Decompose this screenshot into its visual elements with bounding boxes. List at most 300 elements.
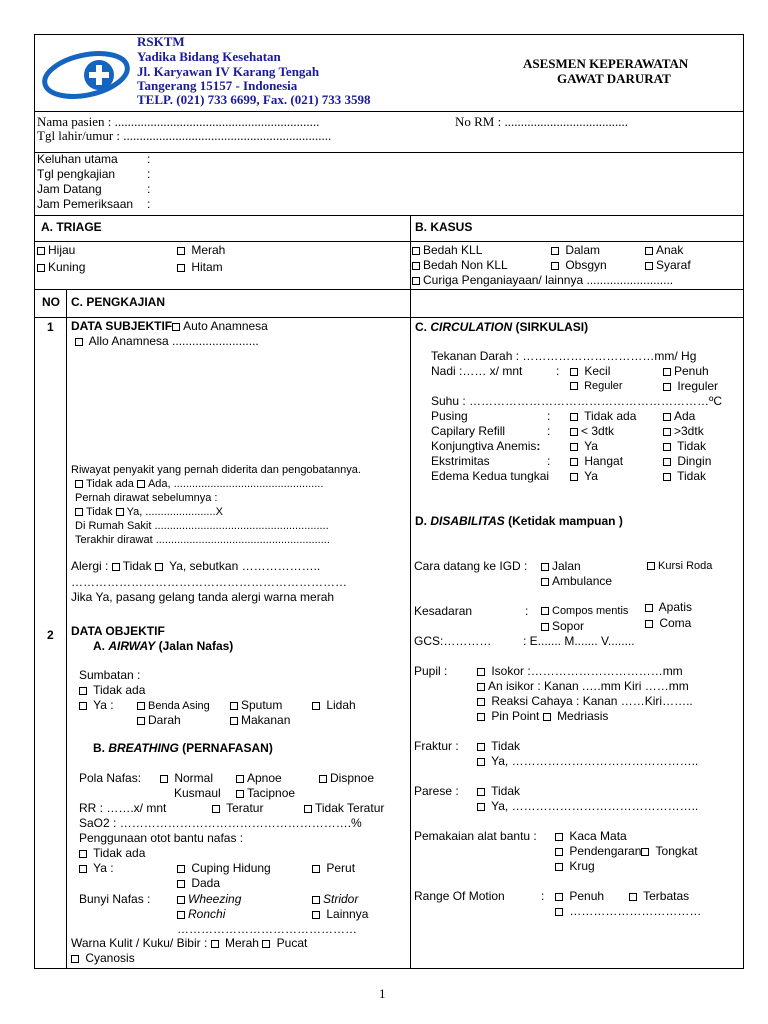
- checkbox[interactable]: [319, 775, 327, 783]
- label: Ronchi: [188, 907, 226, 921]
- checkbox[interactable]: [543, 713, 551, 721]
- kasus-title: B. KASUS: [415, 220, 473, 234]
- label: Lainnya: [326, 907, 369, 921]
- label: Jalan: [552, 559, 581, 573]
- checkbox[interactable]: [236, 775, 244, 783]
- label: Wheezing: [188, 892, 242, 906]
- checkbox[interactable]: [570, 473, 578, 481]
- warna-row: [71, 937, 307, 951]
- pupil-pinpoint[interactable]: [477, 710, 608, 724]
- label: Ya, ………………………………………..: [491, 799, 699, 813]
- checkbox[interactable]: [412, 247, 420, 255]
- label: DISABILITAS: [430, 514, 505, 528]
- label: >3dtk: [674, 424, 704, 438]
- label: Ya: [584, 439, 598, 453]
- label: Tacipnoe: [247, 786, 296, 800]
- cara-kursi-roda[interactable]: [647, 560, 712, 573]
- divider: [35, 241, 743, 242]
- checkbox[interactable]: [645, 247, 653, 255]
- colon: :: [525, 604, 529, 618]
- patient-name-field[interactable]: Nama pasien : ...............................................................: [37, 114, 320, 129]
- pola-apnoe[interactable]: [236, 772, 282, 786]
- kasus-dalam[interactable]: [551, 244, 600, 258]
- label: Medriasis: [557, 709, 609, 723]
- checkbox[interactable]: [137, 702, 145, 710]
- hospital-phone: TELP. (021) 733 6699, Fax. (021) 733 3598: [137, 92, 371, 107]
- pengkajian-header: C. PENGKAJIAN: [71, 295, 166, 309]
- otot-tidak[interactable]: [79, 847, 145, 861]
- checkbox[interactable]: [304, 805, 312, 813]
- label: Tidak ada: [584, 409, 637, 423]
- checkbox[interactable]: [137, 717, 145, 725]
- triage-merah[interactable]: [177, 244, 225, 258]
- form-title-line2: GAWAT DARURAT: [557, 71, 671, 86]
- label: Bedah KLL: [423, 243, 483, 257]
- checkbox[interactable]: [137, 480, 145, 488]
- hospital-city: Tangerang 15157 - Indonesia: [137, 78, 298, 93]
- checkbox[interactable]: [75, 508, 83, 516]
- label: Sputum: [241, 698, 283, 712]
- checkbox[interactable]: [177, 911, 185, 919]
- parese-tidak[interactable]: [477, 785, 520, 799]
- label: AIRWAY: [108, 639, 156, 653]
- label: CIRCULATION: [430, 320, 513, 334]
- colon: :: [547, 424, 551, 438]
- ekstrimitas-label: Ekstrimitas: [431, 454, 490, 468]
- checkbox[interactable]: [570, 428, 578, 436]
- colon: :: [147, 152, 151, 166]
- cyanosis[interactable]: [71, 952, 135, 966]
- nadi-penuh[interactable]: [663, 365, 709, 379]
- pusing-tidak[interactable]: [570, 410, 636, 424]
- label: Perut: [326, 861, 356, 875]
- label: C.: [415, 320, 427, 334]
- checkbox[interactable]: [570, 443, 578, 451]
- label: Pucat: [276, 936, 308, 950]
- label: Bedah Non KLL: [423, 258, 508, 272]
- objektif-title: DATA OBJEKTIF: [71, 624, 165, 638]
- bunyi-dots[interactable]: ………………………………………: [177, 922, 357, 936]
- label: Merah: [191, 243, 226, 257]
- label: Apatis: [658, 600, 693, 614]
- fraktur-ya[interactable]: [477, 755, 698, 769]
- checkbox[interactable]: [477, 803, 485, 811]
- label: Normal: [174, 771, 214, 785]
- lidah[interactable]: [312, 699, 356, 713]
- label: An isikor : Kanan .….mm Kiri ……mm: [488, 679, 689, 693]
- rom-penuh[interactable]: [555, 890, 604, 904]
- checkbox[interactable]: [230, 702, 238, 710]
- checkbox[interactable]: [645, 604, 653, 612]
- label: Tidak ada: [93, 683, 146, 697]
- label: Kursi Roda: [658, 560, 713, 572]
- label: Compos mentis: [552, 605, 629, 617]
- checkbox[interactable]: [477, 683, 485, 691]
- row-number-2: 2: [47, 628, 54, 642]
- label: Syaraf: [656, 258, 691, 272]
- cuping-hidung[interactable]: [177, 862, 271, 876]
- label: Alergi :: [71, 559, 109, 573]
- label: Ya, .......................X: [126, 506, 223, 518]
- divider: [35, 289, 743, 290]
- label: Auto Anamnesa: [183, 319, 268, 333]
- label: < 3dtk: [581, 424, 615, 438]
- patient-rm-field[interactable]: No RM : ......................................: [455, 114, 628, 129]
- label: Kecil: [584, 364, 611, 378]
- kasus-bedah-kll[interactable]: [412, 244, 482, 258]
- tgl-pengkajian-label: Tgl pengkajian: [37, 167, 116, 181]
- dada[interactable]: [177, 877, 220, 891]
- kes-compos[interactable]: [541, 605, 628, 618]
- rom-other[interactable]: [555, 905, 701, 919]
- label: Dada: [191, 876, 221, 890]
- checkbox[interactable]: [312, 865, 320, 873]
- hospital-address: Jl. Karyawan IV Karang Tengah: [137, 64, 320, 79]
- cara-jalan[interactable]: [541, 560, 581, 574]
- triage-hijau[interactable]: [37, 244, 75, 258]
- label: Sopor: [552, 619, 585, 633]
- circulation-heading: [415, 321, 588, 335]
- checkbox[interactable]: [177, 247, 185, 255]
- bunyi-label: Bunyi Nafas :: [79, 892, 151, 906]
- label: Kuning: [48, 260, 86, 274]
- jam-datang-label: Jam Datang: [37, 182, 102, 196]
- fraktur-label: Fraktur :: [414, 739, 459, 753]
- parese-ya[interactable]: [477, 800, 698, 814]
- label: Isokor :……………………………mm: [491, 664, 683, 678]
- colon: :: [547, 409, 551, 423]
- riwayat-options: [75, 478, 323, 491]
- checkbox[interactable]: [541, 607, 549, 615]
- hospital-division: Yadika Bidang Kesehatan: [137, 49, 281, 64]
- checkbox[interactable]: [477, 788, 485, 796]
- checkbox[interactable]: [37, 247, 45, 255]
- alat-kaca-mata[interactable]: [555, 830, 627, 844]
- rr-teratur[interactable]: [212, 802, 263, 816]
- tekanan-darah-field[interactable]: Tekanan Darah : ……………………………mm/ Hg: [431, 349, 697, 363]
- pupil-label: Pupil :: [414, 664, 448, 678]
- label: Tidak ada: [93, 846, 146, 860]
- patient-dob-field[interactable]: Tgl lahir/umur : ................................................................: [37, 128, 332, 143]
- kes-apatis[interactable]: [645, 601, 692, 615]
- row-number-1: 1: [47, 320, 54, 334]
- label: B.: [93, 741, 105, 755]
- colon: :: [147, 182, 151, 196]
- form-title-line1: ASESMEN KEPERAWATAN: [523, 56, 689, 71]
- label: Hijau: [48, 243, 76, 257]
- label: (Ketidak mampuan ): [508, 514, 623, 528]
- checkbox[interactable]: [79, 850, 87, 858]
- pola-kusmaul: Kusmaul: [174, 786, 221, 800]
- label: Kaca Mata: [569, 829, 627, 843]
- label: Stridor: [323, 892, 359, 906]
- triage-hitam[interactable]: [177, 261, 223, 275]
- checkbox[interactable]: [172, 323, 180, 331]
- column-divider: [410, 215, 411, 969]
- checkbox[interactable]: [551, 247, 559, 255]
- checkbox[interactable]: [71, 955, 79, 963]
- allo-anamnesa[interactable]: [75, 335, 259, 349]
- breathing-heading: [93, 742, 273, 756]
- checkbox[interactable]: [160, 775, 168, 783]
- kasus-syaraf[interactable]: [645, 259, 691, 273]
- alat-krug[interactable]: [555, 860, 595, 874]
- checkbox[interactable]: [555, 908, 563, 916]
- checkbox[interactable]: [112, 563, 120, 571]
- checkbox[interactable]: [645, 620, 653, 628]
- label: BREATHING: [108, 741, 179, 755]
- pupil-anisokor[interactable]: [477, 680, 689, 694]
- checkbox[interactable]: [75, 480, 83, 488]
- label: Anak: [656, 243, 684, 257]
- checkbox[interactable]: [477, 743, 485, 751]
- checkbox[interactable]: [212, 805, 220, 813]
- makanan[interactable]: [230, 714, 290, 728]
- checkbox[interactable]: [477, 698, 485, 706]
- colon: :: [556, 364, 560, 378]
- label: Ya: [584, 469, 598, 483]
- label: Ambulance: [552, 574, 613, 588]
- label: Tongkat: [655, 844, 698, 858]
- colon: :: [541, 889, 545, 903]
- capilary-lt3[interactable]: [570, 425, 614, 439]
- edema-tidak[interactable]: [663, 470, 706, 484]
- label: (PERNAFASAN): [182, 741, 273, 755]
- checkbox[interactable]: [541, 623, 549, 631]
- checkbox[interactable]: [570, 368, 578, 376]
- checkbox[interactable]: [177, 880, 185, 888]
- label: Allo Anamnesa ..........................: [88, 334, 259, 348]
- cara-ambulance[interactable]: [541, 575, 612, 589]
- checkbox[interactable]: [663, 473, 671, 481]
- perut[interactable]: [312, 862, 355, 876]
- colon: :: [147, 167, 151, 181]
- kasus-anak[interactable]: [645, 244, 683, 258]
- checkbox[interactable]: [37, 264, 45, 272]
- otot-ya[interactable]: [79, 862, 114, 876]
- label: Reaksi Cahaya : Kanan ……Kiri……..: [491, 694, 693, 708]
- capilary-gt3[interactable]: [663, 425, 704, 439]
- rumah-sakit-field[interactable]: Di Rumah Sakit .........................................................: [75, 520, 329, 532]
- checkbox[interactable]: [230, 717, 238, 725]
- konj-ya[interactable]: [570, 440, 598, 454]
- checkbox[interactable]: [555, 848, 563, 856]
- checkbox[interactable]: [645, 262, 653, 270]
- checkbox[interactable]: [177, 264, 185, 272]
- label: Konjungtiva Anemis: [431, 439, 537, 453]
- label: D.: [415, 514, 427, 528]
- checkbox[interactable]: [641, 848, 649, 856]
- fraktur-tidak[interactable]: [477, 740, 520, 754]
- jam-pemeriksaan-label: Jam Pemeriksaan: [37, 197, 134, 211]
- triage-title: A. TRIAGE: [41, 220, 102, 234]
- checkbox[interactable]: [629, 893, 637, 901]
- airway-heading: [93, 640, 233, 654]
- label: Tidak: [491, 784, 521, 798]
- kasus-bedah-non-kll[interactable]: [412, 259, 508, 273]
- kasus-obsgyn[interactable]: [551, 259, 607, 273]
- checkbox[interactable]: [211, 940, 219, 948]
- triage-kuning[interactable]: [37, 261, 85, 275]
- checkbox[interactable]: [155, 563, 163, 571]
- wheezing[interactable]: [177, 893, 241, 907]
- label: Tidak: [122, 559, 152, 573]
- checkbox[interactable]: [79, 702, 87, 710]
- subjektif-row: [71, 320, 268, 334]
- subjektif-title: DATA SUBJEKTIF: [71, 319, 173, 333]
- sumbatan-ya[interactable]: [79, 699, 114, 713]
- pola-normal[interactable]: [160, 772, 213, 786]
- checkbox[interactable]: [312, 911, 320, 919]
- label: Obsgyn: [565, 258, 607, 272]
- eks-dingin[interactable]: [663, 455, 711, 469]
- label: Lidah: [326, 698, 356, 712]
- rom-label: Range Of Motion: [414, 889, 505, 903]
- ronchi[interactable]: [177, 908, 225, 922]
- checkbox[interactable]: [412, 262, 420, 270]
- rr-tidak-teratur[interactable]: [304, 802, 384, 816]
- label: Pin Point: [491, 709, 540, 723]
- checkbox[interactable]: [541, 563, 549, 571]
- nadi-field[interactable]: Nadi :…… x/ mnt: [431, 364, 523, 378]
- label: Ada, .................................................: [147, 478, 324, 490]
- checkbox[interactable]: [116, 508, 124, 516]
- checkbox[interactable]: [177, 865, 185, 873]
- checkbox[interactable]: [75, 338, 83, 346]
- pusing-ada[interactable]: [663, 410, 695, 424]
- cara-datang-label: Cara datang ke IGD :: [414, 559, 528, 573]
- checkbox[interactable]: [412, 277, 420, 285]
- label: Penuh: [674, 364, 709, 378]
- checkbox[interactable]: [570, 458, 578, 466]
- checkbox[interactable]: [477, 713, 485, 721]
- label: Penuh: [569, 889, 605, 903]
- nadi-kecil[interactable]: [570, 365, 610, 379]
- pola-nafas-label: Pola Nafas:: [79, 771, 142, 785]
- checkbox[interactable]: [79, 865, 87, 873]
- gcs-evm[interactable]: : E....... M....... V........: [523, 634, 635, 648]
- nadi-reguler[interactable]: [570, 380, 623, 393]
- rom-terbatas[interactable]: [629, 890, 689, 904]
- label: ……………………………: [569, 904, 702, 918]
- checkbox[interactable]: [541, 578, 549, 586]
- checkbox[interactable]: [555, 833, 563, 841]
- hospital-name: RSKTM: [137, 34, 185, 49]
- lainnya[interactable]: [312, 908, 368, 922]
- keluhan-label: Keluhan utama: [37, 152, 118, 166]
- label: Hangat: [584, 454, 624, 468]
- checkbox[interactable]: [663, 458, 671, 466]
- colon: :: [547, 454, 551, 468]
- checkbox[interactable]: [570, 413, 578, 421]
- edema-ya[interactable]: [570, 470, 598, 484]
- gelang-note: Jika Ya, pasang gelang tanda alergi warna merah: [71, 590, 335, 604]
- label: Tidak: [86, 506, 113, 518]
- konj-tidak[interactable]: [663, 440, 706, 454]
- kes-sopor[interactable]: [541, 620, 584, 634]
- capilary-label: Capilary Refill: [431, 424, 506, 438]
- darah[interactable]: [137, 714, 181, 728]
- terakhir-dirawat-field[interactable]: Terakhir dirawat .........................................................: [75, 534, 330, 546]
- nadi-ireguler[interactable]: [663, 380, 718, 394]
- checkbox[interactable]: [663, 428, 671, 436]
- sao2-field[interactable]: SaO2 : ………………………………………………….%: [79, 816, 362, 830]
- checkbox[interactable]: [663, 413, 671, 421]
- kes-coma[interactable]: [645, 617, 691, 631]
- divider: [35, 215, 743, 216]
- label: A.: [93, 639, 105, 653]
- sumbatan-tidak[interactable]: [79, 684, 145, 698]
- label: Teratur: [226, 801, 264, 815]
- colon: :: [536, 439, 541, 453]
- pernah-options: [75, 506, 223, 519]
- label: Merah: [224, 936, 259, 950]
- label: Ya, ………………………………………..: [491, 754, 699, 768]
- alergi-dots[interactable]: ……………………………………………………………: [71, 575, 347, 589]
- checkbox[interactable]: [312, 702, 320, 710]
- kasus-curiga[interactable]: [412, 274, 673, 288]
- checkbox[interactable]: [663, 383, 671, 391]
- suhu-field[interactable]: [431, 395, 722, 409]
- pola-tacipnoe[interactable]: [236, 787, 295, 801]
- alat-pendengaran[interactable]: [555, 845, 698, 859]
- eks-hangat[interactable]: [570, 455, 623, 469]
- no-header: NO: [42, 295, 60, 309]
- disabilitas-heading: [415, 515, 623, 529]
- label: Dispnoe: [330, 771, 375, 785]
- checkbox[interactable]: [312, 896, 320, 904]
- sputum[interactable]: [230, 699, 282, 713]
- label: Ya :: [93, 861, 114, 875]
- label: Darah: [148, 713, 181, 727]
- alergi-row: [71, 560, 320, 574]
- label: Tidak Teratur: [315, 801, 385, 815]
- colon: :: [147, 197, 151, 211]
- checkbox[interactable]: [477, 758, 485, 766]
- pupil-isokor[interactable]: [477, 665, 683, 679]
- checkbox[interactable]: [551, 262, 559, 270]
- checkbox[interactable]: [663, 368, 671, 376]
- checkbox[interactable]: [647, 562, 655, 570]
- checkbox[interactable]: [79, 687, 87, 695]
- checkbox[interactable]: [555, 863, 563, 871]
- stridor[interactable]: [312, 893, 358, 907]
- checkbox[interactable]: [663, 443, 671, 451]
- rr-field[interactable]: RR : …….x/ mnt: [79, 801, 167, 815]
- label: Makanan: [241, 713, 291, 727]
- label: Reguler: [584, 380, 623, 392]
- otot-label: Penggunaan otot bantu nafas :: [79, 831, 244, 845]
- checkbox[interactable]: [477, 668, 485, 676]
- label: Ireguler: [677, 379, 719, 393]
- cross-logo-icon: [41, 51, 131, 103]
- label: Cuping Hidung: [191, 861, 271, 875]
- checkbox[interactable]: [570, 382, 578, 390]
- checkbox[interactable]: [236, 790, 244, 798]
- checkbox[interactable]: [177, 896, 185, 904]
- label: (Jalan Nafas): [158, 639, 234, 653]
- checkbox[interactable]: [262, 940, 270, 948]
- label: Benda Asing: [148, 700, 210, 712]
- checkbox[interactable]: [555, 893, 563, 901]
- pernah-label: Pernah dirawat sebelumnya :: [75, 492, 218, 504]
- label: Curiga Penganiayaan/ lainnya ..........................: [423, 273, 674, 287]
- benda-asing[interactable]: [137, 700, 210, 713]
- label: Terbatas: [643, 889, 690, 903]
- pola-dispnoe[interactable]: [319, 772, 374, 786]
- kesadaran-label: Kesadaran: [414, 604, 473, 618]
- pupil-reaksi[interactable]: [477, 695, 693, 709]
